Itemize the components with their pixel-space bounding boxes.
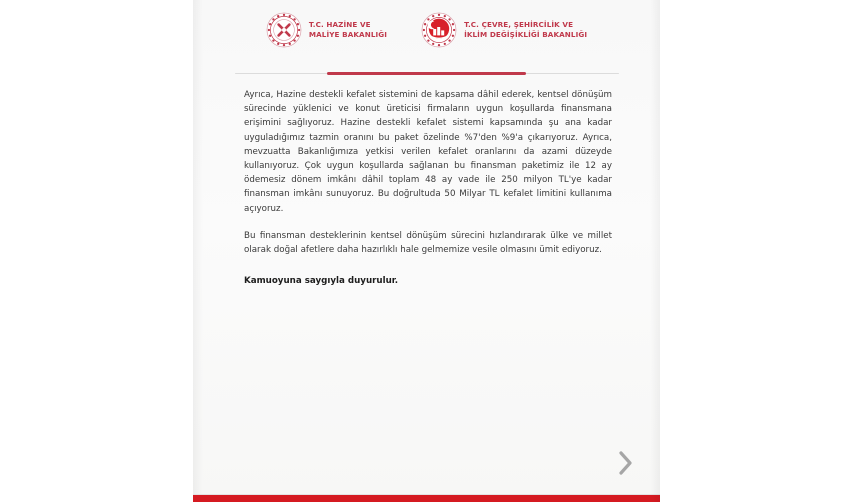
ministry-logo-treasury-finance bbox=[266, 12, 387, 48]
closing-statement: Kamuoyuna saygıyla duyurulur. bbox=[244, 276, 399, 287]
treasury-finance-label-line1: T.C. HAZİNE VE bbox=[308, 19, 371, 29]
divider-accent-line bbox=[327, 72, 527, 75]
ministry-logo-environment-climate bbox=[421, 12, 587, 48]
paragraph-1: Ayrıca, Hazine destekli kefalet sistemini de kapsama dâhil ederek, kentsel dönüşüm sürecinde yüklenici ve konut üreticisi firmaların uygun koşullarda finansmana erişimini sağlıyoruz. Hazine destekli kefalet sistemi kapsamında şu ana kadar uyguladığımız tazmin oranını bu paket özelinde %7'den %9'a çıkarıyoruz. Ayrıca, mevzuatta Bakanlığımıza yetkisi verilen kefalet oranlarını da azami düzeyde kullanıyoruz. Çok uygun koşullarda sağlanan bu finansman paketimiz ile 12 ay ödemesiz dönem imkânı dâhil toplam 48 ay vade ile 250 milyon TL'ye kadar finansman imkânı sunuyoruz. Bu doğrultuda 50 Milyar TL kefalet limitini kullanıma açıyoruz. bbox=[244, 90, 612, 214]
announcement-card bbox=[193, 0, 660, 502]
header-divider bbox=[193, 72, 660, 75]
treasury-finance-label-line2: MALİYE BAKANLIĞI bbox=[308, 30, 388, 39]
next-slide-button[interactable] bbox=[612, 446, 638, 480]
announcement-body bbox=[244, 88, 612, 288]
environment-urbanization-climate-seal-icon bbox=[421, 12, 457, 48]
environment-climate-label-line1: T.C. ÇEVRE, ŞEHİRCİLİK VE bbox=[464, 19, 574, 29]
treasury-finance-seal-icon bbox=[266, 12, 302, 48]
environment-climate-label bbox=[464, 20, 587, 41]
paragraph-2: Bu finansman desteklerinin kentsel dönüşüm sürecini hızlandırarak ülke ve millet olarak doğal afetlere daha hazırlıklı hale gelmemize vesile olmasını ümit ediyoruz. bbox=[244, 230, 612, 256]
environment-climate-label-line2: İKLİM DEĞİŞİKLİĞİ BAKANLIĞI bbox=[464, 30, 588, 39]
ministry-logo-header bbox=[193, 12, 660, 48]
divider-track bbox=[235, 72, 619, 75]
bottom-accent-bar bbox=[193, 495, 660, 502]
chevron-right-icon bbox=[617, 449, 634, 477]
treasury-finance-label bbox=[309, 20, 387, 41]
